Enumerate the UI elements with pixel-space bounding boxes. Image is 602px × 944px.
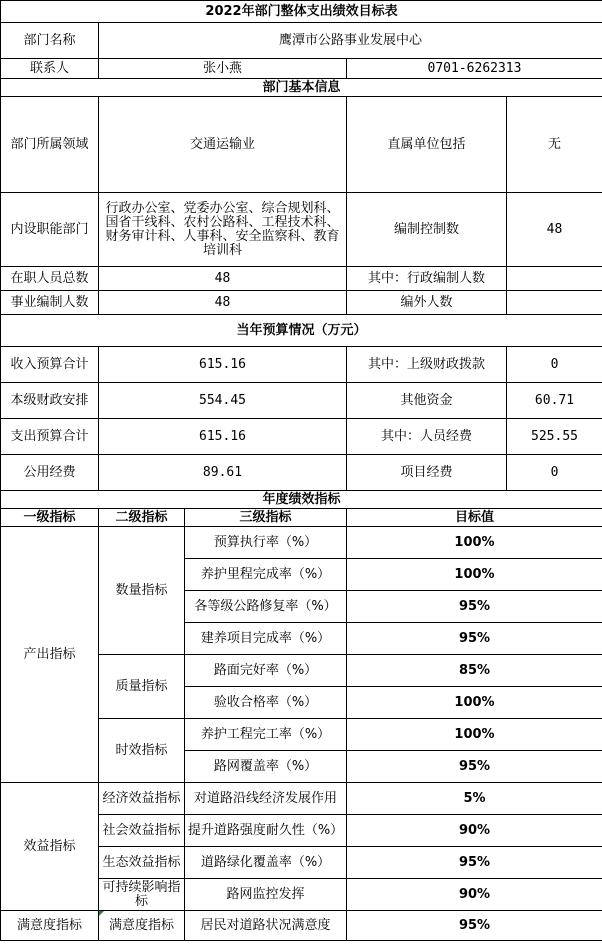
- dept-name-value: 鹰潭市公路事业发展中心: [99, 23, 602, 59]
- indicator-target: 85%: [347, 655, 602, 687]
- expense-value: 615.16: [99, 419, 347, 455]
- indicator-name: 居民对道路状况满意度: [185, 911, 347, 941]
- indicator-name: 路网覆盖率（%）: [185, 751, 347, 783]
- internal-depts-value: 行政办公室、党委办公室、综合规划科、国省干线科、农村公路科、工程技术科、财务审计科、人事科、安全监察科、教育培训科: [99, 193, 347, 267]
- col-target-header: 目标值: [347, 509, 602, 527]
- level2-timeliness: 时效指标: [99, 719, 185, 783]
- contact-value: 张小燕: [99, 59, 347, 79]
- basic-info-heading: 部门基本信息: [1, 79, 602, 97]
- sub-units-value: 无: [507, 97, 602, 193]
- dept-name-label: 部门名称: [1, 23, 99, 59]
- indicator-name: 各等级公路修复率（%）: [185, 591, 347, 623]
- public-expense-value: 89.61: [99, 455, 347, 491]
- extra-staff-value: [507, 291, 602, 315]
- upper-funding-label: 其中：上级财政拨款: [347, 347, 507, 383]
- level2-quantity: 数量指标: [99, 527, 185, 655]
- indicator-name: 养护里程完成率（%）: [185, 559, 347, 591]
- phone-value: 0701-6262313: [347, 59, 602, 79]
- field-value: 交通运输业: [99, 97, 347, 193]
- indicator-target: 95%: [347, 847, 602, 879]
- cell-comment-marker: [99, 911, 104, 916]
- expense-label: 支出预算合计: [1, 419, 99, 455]
- income-value: 615.16: [99, 347, 347, 383]
- level2-social: 社会效益指标: [99, 815, 185, 847]
- level1-satisfaction: 满意度指标: [1, 911, 99, 941]
- indicator-target: 100%: [347, 719, 602, 751]
- indicator-name: 验收合格率（%）: [185, 687, 347, 719]
- staff-total-value: 48: [99, 267, 347, 291]
- other-funding-label: 其他资金: [347, 383, 507, 419]
- sheet-title: 2022年部门整体支出绩效目标表: [1, 1, 602, 23]
- col-level3-header: 三级指标: [185, 509, 347, 527]
- project-expense-label: 项目经费: [347, 455, 507, 491]
- indicator-target: 100%: [347, 687, 602, 719]
- indicator-target: 100%: [347, 527, 602, 559]
- indicator-name: 对道路沿线经济发展作用: [185, 783, 347, 815]
- level2-sustainable: 可持续影响指标: [99, 879, 185, 911]
- indicator-target: 90%: [347, 879, 602, 911]
- public-quota-value: 48: [99, 291, 347, 315]
- indicator-name: 提升道路强度耐久性（%）: [185, 815, 347, 847]
- level2-satisfaction: [99, 911, 185, 941]
- level2-economic: 经济效益指标: [99, 783, 185, 815]
- project-expense-value: 0: [507, 455, 602, 491]
- indicator-name: 建养项目完成率（%）: [185, 623, 347, 655]
- indicator-target: 5%: [347, 783, 602, 815]
- staff-total-label: 在职人员总数: [1, 267, 99, 291]
- indicator-target: 95%: [347, 911, 602, 941]
- field-label: 部门所属领域: [1, 97, 99, 193]
- other-funding-value: 60.71: [507, 383, 602, 419]
- public-quota-label: 事业编制人数: [1, 291, 99, 315]
- level1-benefit: 效益指标: [1, 783, 99, 911]
- sub-units-label: 直属单位包括: [347, 97, 507, 193]
- income-label: 收入预算合计: [1, 347, 99, 383]
- quota-label: 编制控制数: [347, 193, 507, 267]
- upper-funding-value: 0: [507, 347, 602, 383]
- internal-depts-label: 内设职能部门: [1, 193, 99, 267]
- admin-quota-value: [507, 267, 602, 291]
- indicator-name: 道路绿化覆盖率（%）: [185, 847, 347, 879]
- personnel-value: 525.55: [507, 419, 602, 455]
- indicator-target: 95%: [347, 751, 602, 783]
- col-level2-header: 二级指标: [99, 509, 185, 527]
- performance-heading: 年度绩效指标: [1, 491, 602, 509]
- col-level1-header: 一级指标: [1, 509, 99, 527]
- local-funding-label: 本级财政安排: [1, 383, 99, 419]
- indicator-name: 预算执行率（%）: [185, 527, 347, 559]
- quota-value: 48: [507, 193, 602, 267]
- budget-heading: 当年预算情况（万元）: [1, 315, 602, 347]
- indicator-name: 路面完好率（%）: [185, 655, 347, 687]
- local-funding-value: 554.45: [99, 383, 347, 419]
- level1-output: 产出指标: [1, 527, 99, 783]
- contact-label: 联系人: [1, 59, 99, 79]
- public-expense-label: 公用经费: [1, 455, 99, 491]
- personnel-label: 其中：人员经费: [347, 419, 507, 455]
- indicator-name: 路网监控发挥: [185, 879, 347, 911]
- indicator-name: 养护工程完工率（%）: [185, 719, 347, 751]
- indicator-target: 100%: [347, 559, 602, 591]
- indicator-target: 90%: [347, 815, 602, 847]
- level2-quality: 质量指标: [99, 655, 185, 719]
- indicator-target: 95%: [347, 591, 602, 623]
- extra-staff-label: 编外人数: [347, 291, 507, 315]
- level2-ecological: 生态效益指标: [99, 847, 185, 879]
- level2-satisfaction-label: 满意度指标: [108, 917, 174, 933]
- indicator-target: 95%: [347, 623, 602, 655]
- admin-quota-label: 其中：行政编制人数: [347, 267, 507, 291]
